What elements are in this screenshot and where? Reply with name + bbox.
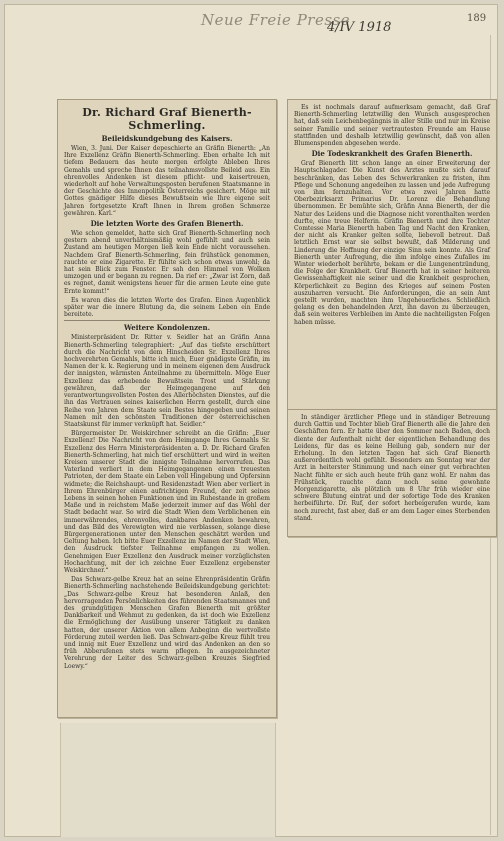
paragraph: Graf Bienerth litt schon lange an einer Erweiterung der Hauptschlagader. Die Kunst des Arztes mußte sich darauf beschränken, das Leben des Schwerkranken zu fristen, ihm Pflege und Schonung angedeihen zu lassen und jede Aufregung von ihm fernzuhalten. Vor etwa zwei Jahren hatte Oberbezirksarzt Primarius Dr. Lorenz die Behandlung übernommen. Er bemühte sich, Gräfin Anna Bienerth, der die Natur des Leidens und die Diagnose nicht vorenthalten werden durfte, eine treue Helferin. Gräfin Bienerth und ihre Tochter Comtesse Maria Bienerth haben Tag und Nacht den Kranken, der nicht als Kranker gelten sollte, liebevoll betreut. Daß letztlich Ernst war sie selbst bewußt, daß Milderung und Linderung die Hoffnung der einzige Sinn sein konnte. Als Graf Bienerth unter Aufregung, die ihm infolge eines Zufalles im Winter wiederholt berührte, bekam er die Lungenentzündung, die Folge der Krankheit. Graf Bienerth hat in seiner heiteren Gewissenhaftigkeit nie seiner und die Krankheit gesprochen, Körperlichkeit zu Beginn des Krieges auf seinem Posten auszuharren versucht. Die Anforderungen, die an sein Amt gestellt wurden, machten ihm Ungeheuerliches. Schließlich gelang es den behandelnden Arzt, ihn davon zu überzeugen, daß sein weiteres Verbleiben im Amte die nachteiligsten Folgen haben müsse. <box>294 160 490 326</box>
clipping-right-bottom <box>287 409 497 537</box>
paragraph: Wie schon gemeldet, hatte sich Graf Bienerth-Schmerling noch gestern abend unverhältnismäßig wohl gefühlt und auch sein Zustand am heutigen Morgen ließ kein Ende nicht voraussehen. Nachdem Graf Bienerth-Schmerling, fein frühstück genommen, rauchte er eine Zigarette. Er fühlte sich schon etwas unwohl; da hat sein Blick zum Fenster. Er sah den Himmel von Wolken umzogen und er begann zu regnen. Da rief er: „Zwar ist Zorn, daß es regnet, damit wenigstens heuer für die armen Leute eine gute Ernte kommt!“ <box>64 230 270 295</box>
clipping-right-top <box>287 99 497 410</box>
newspaper-masthead: Neue Freie Presse <box>201 11 351 29</box>
section-heading-illness: Die Todeskrankheit des Grafen Bienerth. <box>311 149 473 159</box>
paragraph: Es ist nochmals darauf aufmerksam gemacht, daß Graf Bienerth-Schmerling letztwillig den Wunsch ausgesprochen hat, daß sein Leichenbegängnis in aller Stille und nur im Kreise seiner Familie und seiner vertrautesten Freunde am Hause stattfinden und deshalb letztwillig gewünscht, daß von allen Blumenspenden abgesehen werde. <box>294 104 490 148</box>
divider <box>64 320 270 321</box>
section-heading-condolence-emperor: Beileidskundgebung des Kaisers. <box>101 134 233 143</box>
clipping-left-column <box>57 99 277 718</box>
handwritten-date: 4/IV 1918 <box>327 20 392 35</box>
paragraph: Wien, 3. Juni. Der Kaiser depeschierte an Gräfin Bienerth: „An Ihre Exzellenz Gräfin Bienerth-Schmerling. Eben erhalte Ich mit tiefem Bedauern das heute morgen erfolgte Ableben Ihres Gemahls und spreche Ihnen das teilnahmsvollste Beileid aus. Ein ehrenvolles Andenken ist diesem pflicht- und kaisertreuen, wiederholt auf hohe Verwaltungsposten berufenen Staatsmanne in der Geschichte des Innenpolitik Österreichs gesichert. Möge mit Gottes gnädiger Hilfe dieses Bewußtsein wie Ihre eigene seit Jahren fortgesetzte Kraft Ihnen in Ihrem großen Schmerze gewähren. Karl.“ <box>64 145 270 217</box>
section-heading-last-words: Die letzten Worte des Grafen Bienerth. <box>90 219 244 229</box>
page-number: 189 <box>467 13 487 24</box>
paper-strip <box>60 723 276 837</box>
paragraph: Bürgermeister Dr. Weiskirchner schreibt an die Gräfin: „Euer Exzellenz! Die Nachricht von dem Heimgange Ihres Gemahls Sr. Exzellenz des Herrn Ministerpräsidenten a. D. Dr. Richard Grafen Bienerth-Schmerling, hat mich tief erschüttert und wird in weiten Kreisen unserer Stadt die innigste Teilnahme hervorrufen. Das Vaterland verliert in dem Heimgegangenen einen treuesten Patrioten, der dem Staate ein Leben voll Hingebung und Opfersinn widmete; die Reichshaupt- und Residenzstadt Wien aber verliert in Ihrem Ehrenbürger einen aufrichtigen Freund, der zeit seines Lebens in seinen hohen Funktionen und im Ruhestande in großem Maße und in reichstem Maße jederzeit immer auf das Wohl der Stadt bedacht war. So wird die Stadt Wien dem Verblichenen ein immerwährendes, ehrenvolles, dankbares Andenken bewahren, und das Bild des Verewigten wird nie verblassen, solange diese Bürgergenerationen unter den Menschen geschätzt werden und Geltung haben. Ich bitte Euer Exzellenz im Namen der Stadt Wien, den Ausdruck tiefster Teilnahme empfangen zu wollen. Genehmigen Euer Exzellenz den Ausdruck meiner vorzüglichsten Hochachtung, mit der ich zeichne Euer Exzellenz ergebenster Weiskirchner.“ <box>64 430 270 574</box>
paragraph: Ministerpräsident Dr. Ritter v. Seidler hat an Gräfin Anna Bienerth-Schmerling telegraphiert: „Auf das tiefste erschüttert durch die Nachricht von dem Hinscheiden Sr. Exzellenz Ihres hochverehrten Gemahls, bitte ich mich, Euer gnädigste Gräfin, im Namen der k. k. Regierung und in meinem eigenen dem Ausdruck der innigsten, wärmsten Anteilnahme zu übermitteln. Möge Euer Exzellenz das erhebende Bewußtsein Trost und Stärkung gewähren, daß der Heimgegangene auf den verantwortungsvollsten Posten des Allerhöchsten Dienstes, auf die ihn das Vertrauen seines kaiserlichen Herrn gestellt, durch eine Reihe von Jahren dem Staate sein Bestes hingegeben und seinen Namen mit den schönsten Traditionen der österreichischen Staatskunst für immer verknüpft hat. Seidler.“ <box>64 334 270 428</box>
paragraph: In ständiger ärztlicher Pflege und in ständiger Betreuung durch Gattin und Tochter blieb Graf Bienerth alle die Jahre den Geschäften fern. Er hatte über den Sommer nach Baden, doch diente der Aufenthalt nicht der eigentlichen Behandlung des Leidens, für das es keine Heilung gab, sondern nur der Erholung. In den letzten Tagen hat sich Graf Bienerth außerordentlich wohl gefühlt. Besonders am Sonntag war der Arzt in heiterster Stimmung und nach einer gut verbrachten Nacht fühlte er sich auch heute früh ganz wohl. Er nahm das Frühstück, rauchte dann noch seine gewohnte Morgenzigarette, als plötzlich um 8 Uhr früh wieder eine schwere Blutung eintrat und der sofortige Tode des Kranken herbeiführte. Dr. Ruf, der sofort herbeigerufen wurde, kam noch zurecht, fast aber, daß er am dem Lager eines Sterbenden stand. <box>294 414 490 522</box>
paragraph: Es waren dies die letzten Worte des Grafen. Einen Augenblick später war die innere Blutung da, die seinem Leben ein Ende bereitete. <box>64 296 270 319</box>
section-heading-further-condolences: Weitere Kondolenzen. <box>123 323 211 333</box>
paragraph: Das Schwarz-gelbe Kreuz hat an seine Ehrenpräsidentin Gräfin Bienerth-Schmerling nachstehende Beileidskundgebung gerichtet: „Das Schwarz-gelbe Kreuz hat besonderen Anlaß, den hervorragenden Persönlichkeiten des führenden Staatsmannes und des grundgütigen Menschen Grafen Bienerth mit größter Dankbarkeit und Wehmut zu gedenken, da ist doch wie Exzellenz die Ermöglichung der Ausübung unserer Tätigkeit zu danken hatten, der unserer Aktion von allem Anbeginn die wertvollste Förderung zuteil werden ließ. Das Schwarz-gelbe Kreuz fühlt treu und innig mit Euer Exzellenz und wird das Andenken an den so früh Abberufenen stets warm pflegen. In ausgezeichneter Verehrung der Leiter des Schwarz-gelben Kreuzes Siegfried Loewy.“ <box>64 576 270 670</box>
article-title: Dr. Richard Graf Bienerth-Schmerling. <box>82 106 252 132</box>
